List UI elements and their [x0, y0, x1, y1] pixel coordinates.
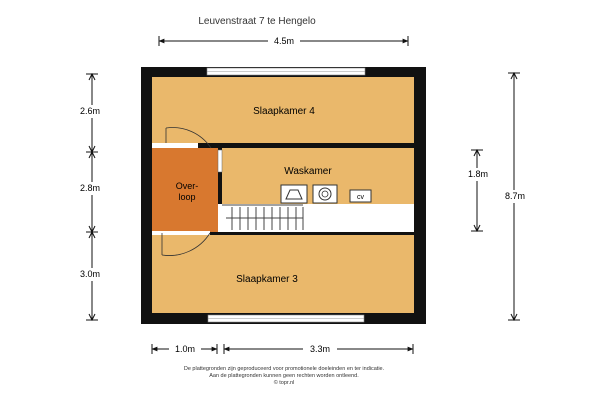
label-slaapkamer-4: Slaapkamer 4 — [253, 106, 315, 117]
cv-boiler — [350, 190, 371, 202]
dimension-right-inner — [461, 150, 495, 231]
disclaimer-line-2: Aan de plattegronden kunnen geen rechten worden ontleend. — [209, 373, 359, 379]
dimension-bottom-left-label: 1.0m — [174, 344, 196, 354]
dimension-bottom-right-label: 3.3m — [309, 344, 331, 354]
dimension-right-total — [497, 73, 533, 320]
dimension-bottom-left — [152, 343, 217, 356]
label-overloop-1: Over- — [175, 181, 199, 191]
dimension-left-chain — [74, 74, 110, 320]
dimension-bottom-right — [224, 343, 413, 356]
window-bottom — [208, 315, 364, 322]
sink-icon — [281, 185, 307, 203]
window-top — [207, 68, 365, 75]
dimension-left-3: 3.0m — [79, 269, 101, 279]
dimension-left-2: 2.8m — [79, 183, 101, 193]
label-slaapkamer-3: Slaapkamer 3 — [236, 274, 298, 285]
plan-title: Leuvenstraat 7 te Hengelo — [198, 16, 316, 27]
disclaimer-line-1: De plattegronden zijn geproduceerd voor promotionele doeleinden en ter indicatie. — [183, 366, 385, 372]
dimension-top-label: 4.5m — [273, 36, 295, 46]
door-waskamer — [218, 150, 222, 172]
washing-machine-icon — [313, 185, 337, 203]
dimension-top-width — [159, 34, 408, 47]
label-waskamer: Waskamer — [284, 166, 332, 177]
copyright: © topr.nl — [273, 380, 295, 386]
label-overloop-2: loop — [178, 192, 196, 202]
dimension-left-1: 2.6m — [79, 106, 101, 116]
dimension-right-total-label: 8.7m — [504, 191, 526, 201]
cv-label: cv — [357, 194, 364, 201]
dimension-right-inner-label: 1.8m — [467, 169, 489, 179]
